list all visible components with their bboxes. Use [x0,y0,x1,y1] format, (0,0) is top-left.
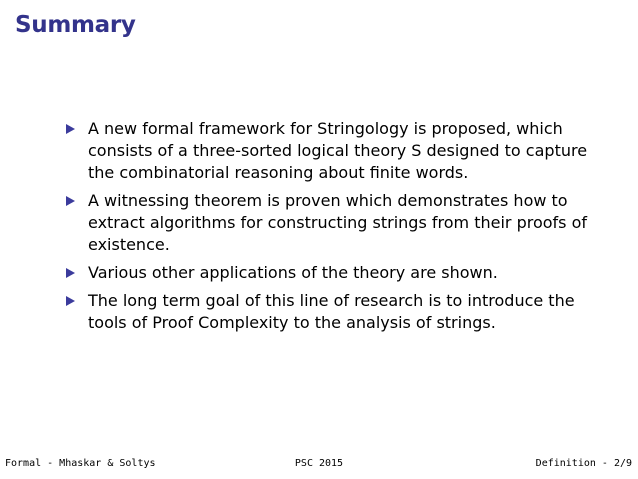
triangle-bullet-icon [66,196,75,206]
footer [0,457,638,471]
slide-title: Summary [15,12,136,38]
footer-author: Formal - Mhaskar & Soltys [5,458,156,469]
bullet-list [66,118,596,340]
bullet-text: A witnessing theorem is proven which demonstrates how to extract algorithms for constructing strings from their proofs of existence. [88,191,587,254]
triangle-bullet-icon [66,296,75,306]
bullet-item [66,290,596,334]
footer-conference: PSC 2015 [294,458,344,469]
triangle-bullet-icon [66,268,75,278]
bullet-item [66,190,596,256]
triangle-bullet-icon [66,124,75,134]
bullet-text: The long term goal of this line of research is to introduce the tools of Proof Complexity to the analysis of strings. [88,291,575,332]
bullet-text: Various other applications of the theory are shown. [88,263,498,282]
footer-section-page: Definition - 2/9 [535,458,632,469]
bullet-item [66,118,596,184]
bullet-text: A new formal framework for Stringology is proposed, which consists of a three-sorted logical theory S designed to capture the combinatorial reasoning about finite words. [88,119,588,182]
bullet-item [66,262,596,284]
